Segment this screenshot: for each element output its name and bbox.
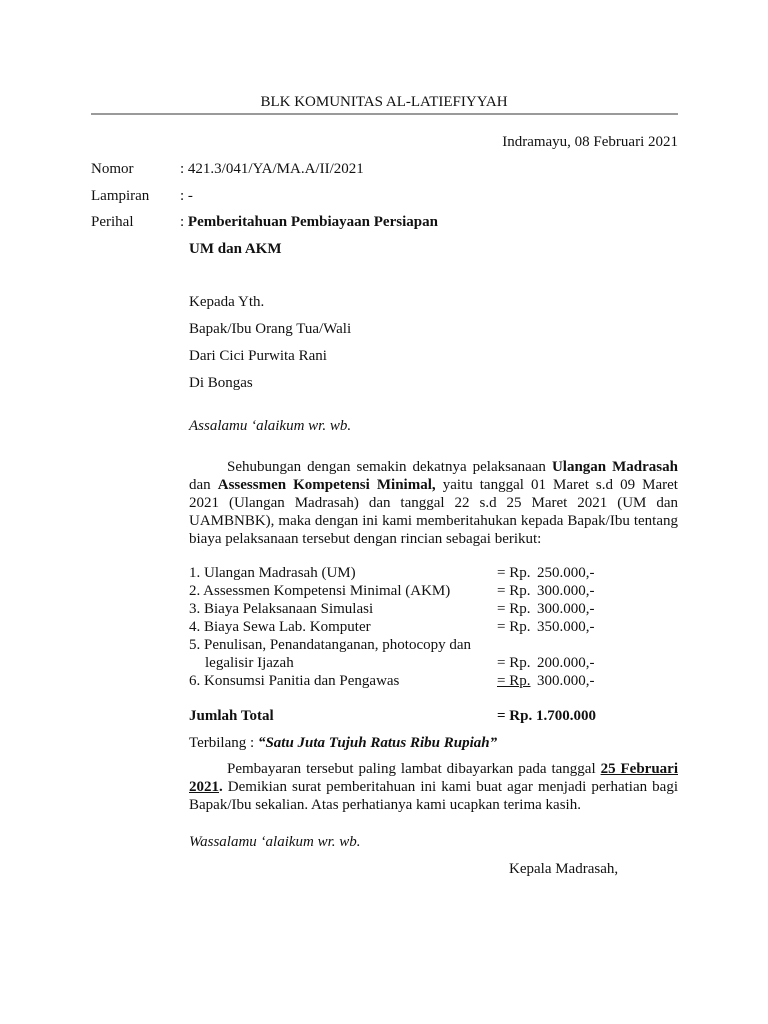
amount-in-words-label: Terbilang : <box>189 735 258 751</box>
amount-prefix: = Rp. <box>497 619 531 635</box>
payment-deadline: 25 Februari <box>600 761 678 777</box>
cost-item-label-continued: legalisir Ijazah <box>205 655 294 671</box>
cost-item-label: 1. Ulangan Madrasah (UM) <box>189 565 356 581</box>
cost-item-label: 4. Biaya Sewa Lab. Komputer <box>189 619 371 635</box>
body-line-1 <box>189 458 678 476</box>
place-date: Indramayu, 08 Februari 2021 <box>502 134 678 150</box>
institution-header: BLK KOMUNITAS AL-LATIEFIYYAH <box>260 94 508 110</box>
amount-in-words <box>189 734 497 752</box>
total-label: Jumlah Total <box>189 708 274 724</box>
perihal-value <box>180 213 438 231</box>
signature-title: Kepala Madrasah, <box>509 861 619 877</box>
cost-item-amount <box>497 582 594 600</box>
lampiran-value: : - <box>180 188 193 204</box>
payment-line-2 <box>189 778 678 796</box>
amount-value: 350.000,- <box>536 619 595 635</box>
cost-item-label: 6. Konsumsi Panitia dan Pengawas <box>189 673 400 689</box>
cost-item-amount <box>497 654 594 672</box>
perihal-label: Perihal <box>91 214 134 230</box>
header-divider <box>91 113 678 115</box>
payment-line-3: Bapak/Ibu sekalian. Atas perhatianya kami ucapkan terima kasih. <box>189 797 581 813</box>
payment-text: Pembayaran tersebut paling lambat dibayarkan pada tanggal <box>227 761 601 777</box>
body-line-2 <box>189 476 678 494</box>
body-text: Sehubungan dengan semakin dekatnya pelaksanaan <box>227 459 552 475</box>
body-text: dan <box>189 477 218 493</box>
payment-dot: . <box>219 779 223 795</box>
amount-in-words-value: “Satu Juta Tujuh Ratus Ribu Rupiah” <box>257 735 498 751</box>
cost-item-label: 5. Penulisan, Penandatanganan, photocopy dan <box>189 637 472 653</box>
amount-value: 250.000,- <box>536 565 595 581</box>
cost-item-amount <box>497 618 594 636</box>
body-emphasis: Ulangan Madrasah <box>551 459 678 475</box>
perihal-colon: : <box>180 214 188 230</box>
cost-item-amount <box>497 600 594 618</box>
amount-prefix: = Rp. <box>497 655 531 671</box>
nomor-label: Nomor <box>91 161 134 177</box>
amount-value: 300.000,- <box>536 601 595 617</box>
cost-item-amount <box>497 672 594 690</box>
amount-value: 300.000,- <box>536 583 595 599</box>
cost-item-label: 2. Assessmen Kompetensi Minimal (AKM) <box>189 583 451 599</box>
total-value: = Rp. 1.700.000 <box>497 708 596 724</box>
body-text: yaitu tanggal 01 Maret s.d 09 Maret <box>435 477 678 493</box>
payment-deadline-year: 2021 <box>189 779 219 795</box>
payment-text: Demikian surat pemberitahuan ini kami buat agar menjadi perhatian bagi <box>222 779 678 795</box>
opening-greeting: Assalamu ‘alaikum wr. wb. <box>189 418 352 434</box>
amount-prefix: = Rp. <box>497 673 531 689</box>
amount-value: 300.000,- <box>536 673 595 689</box>
cost-item-label: 3. Biaya Pelaksanaan Simulasi <box>189 601 374 617</box>
payment-line-1 <box>189 760 678 778</box>
lampiran-label: Lampiran <box>91 188 150 204</box>
body-line-4: UAMBNBK), maka dengan ini kami memberitahukan kepada Bapak/Ibu tentang <box>189 513 678 529</box>
body-line-3: 2021 (Ulangan Madrasah) dan tanggal 22 s.d 25 Maret 2021 (UM dan <box>189 495 678 511</box>
perihal-line1: Pemberitahuan Pembiayaan Persiapan <box>187 214 438 230</box>
payment-paragraph <box>189 760 678 814</box>
amount-value: 200.000,- <box>536 655 595 671</box>
body-emphasis: Assessmen Kompetensi Minimal, <box>217 477 436 493</box>
cost-item-amount <box>497 564 594 582</box>
recipient-line-1: Kepada Yth. <box>189 294 265 310</box>
amount-prefix: = Rp. <box>497 601 531 617</box>
closing-greeting: Wassalamu ‘alaikum wr. wb. <box>189 834 361 850</box>
body-line-5: biaya pelaksanaan tersebut dengan rincian sebagai berikut: <box>189 531 542 547</box>
recipient-line-4: Di Bongas <box>189 375 253 391</box>
recipient-line-2: Bapak/Ibu Orang Tua/Wali <box>189 321 352 337</box>
recipient-line-3: Dari Cici Purwita Rani <box>189 348 327 364</box>
body-paragraph <box>189 458 678 548</box>
amount-prefix: = Rp. <box>497 565 531 581</box>
perihal-line2: UM dan AKM <box>189 241 282 257</box>
nomor-value: : 421.3/041/YA/MA.A/II/2021 <box>180 161 364 177</box>
amount-prefix: = Rp. <box>497 583 531 599</box>
